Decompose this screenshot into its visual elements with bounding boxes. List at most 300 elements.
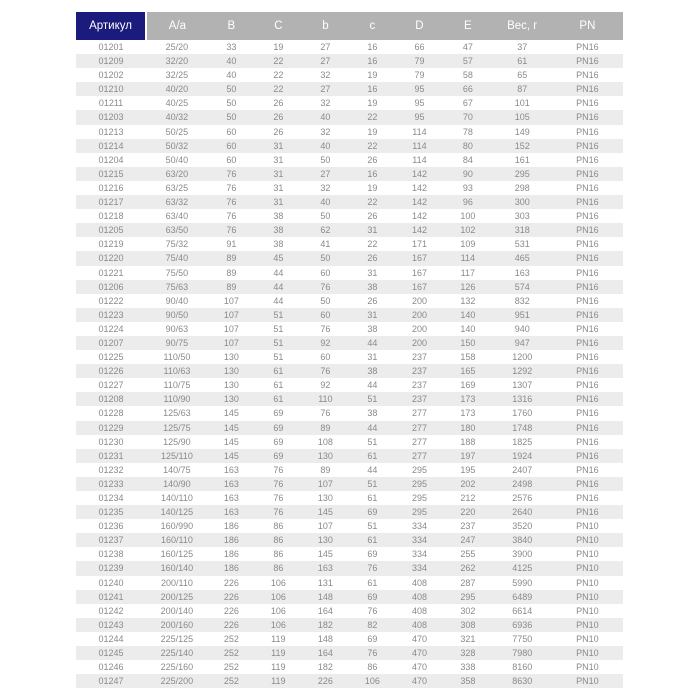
table-cell: 142 [411, 225, 427, 236]
table-row [76, 505, 623, 519]
table-row [76, 195, 623, 209]
table-cell: 01243 [98, 619, 124, 630]
table-row [76, 378, 623, 392]
table-cell: 145 [223, 436, 239, 447]
table-cell: 27 [320, 168, 331, 179]
table-cell: 44 [273, 295, 284, 306]
table-cell: 125/75 [163, 422, 191, 433]
table-cell: PN10 [576, 591, 599, 602]
table-cell: 200 [411, 309, 427, 320]
table-cell: 76 [226, 182, 237, 193]
table-cell: 130 [223, 366, 239, 377]
table-cell: 186 [223, 549, 239, 560]
table-cell: 130 [223, 394, 239, 405]
table-cell: 202 [460, 478, 476, 489]
table-cell: 19 [367, 98, 378, 109]
table-cell: 92 [320, 380, 331, 391]
table-cell: 51 [367, 436, 378, 447]
table-cell: 75/63 [165, 281, 189, 292]
table-cell: 107 [317, 521, 333, 532]
table-cell: 44 [367, 380, 378, 391]
table-cell: 334 [411, 521, 427, 532]
table-row [76, 449, 623, 463]
table-cell: 27 [320, 42, 331, 52]
table-cell: 106 [270, 619, 286, 630]
table-cell: PN16 [576, 98, 599, 109]
table-cell: 01202 [98, 70, 124, 81]
table-cell: 01210 [98, 84, 124, 95]
table-cell: PN16 [576, 42, 599, 52]
table-cell: 295 [514, 168, 530, 179]
table-cell: 148 [317, 591, 333, 602]
table-cell: 110 [318, 394, 333, 405]
table-cell: 60 [320, 309, 331, 320]
table-row [76, 350, 623, 364]
table-cell: 200 [411, 337, 427, 348]
table-cell: 22 [273, 56, 284, 67]
table-cell: 22 [367, 239, 378, 250]
table-cell: PN10 [576, 676, 599, 687]
table-cell: 31 [367, 225, 378, 236]
table-cell: 86 [273, 549, 284, 560]
table-cell: 69 [367, 633, 378, 644]
product-spec-table-container [76, 12, 623, 688]
table-cell: PN16 [576, 154, 599, 165]
table-cell: 31 [273, 182, 284, 193]
table-cell: 277 [411, 408, 427, 419]
table-cell: 131 [317, 577, 333, 588]
table-cell: 145 [223, 450, 239, 461]
table-cell: 334 [411, 563, 427, 574]
table-cell: 50/25 [165, 126, 189, 137]
table-row [76, 96, 623, 110]
table-cell: 50/32 [165, 140, 189, 151]
table-cell: 106 [270, 591, 286, 602]
table-cell: 89 [320, 422, 331, 433]
table-cell: 3520 [512, 521, 533, 532]
table-row [76, 209, 623, 223]
table-cell: 252 [223, 648, 239, 659]
table-cell: 01209 [98, 56, 124, 67]
table-cell: 61 [517, 56, 528, 67]
table-cell: 69 [367, 507, 378, 518]
table-cell: 79 [414, 56, 425, 67]
table-cell: 165 [460, 366, 476, 377]
table-cell: 38 [367, 408, 378, 419]
table-cell: 1748 [512, 422, 533, 433]
table-cell: 27 [320, 84, 331, 95]
table-cell: 100 [460, 211, 476, 222]
table-cell: 295 [411, 478, 427, 489]
table-cell: 2640 [512, 507, 533, 518]
table-cell: 70 [462, 112, 473, 123]
table-row [76, 280, 623, 294]
table-cell: 163 [223, 493, 239, 503]
table-cell: 84 [462, 154, 473, 165]
table-row [76, 421, 623, 435]
table-cell: 01219 [98, 239, 124, 250]
table-cell: PN16 [576, 197, 599, 208]
table-cell: 947 [514, 337, 530, 348]
table-cell: 44 [367, 464, 378, 475]
table-cell: 86 [273, 521, 284, 532]
table-cell: 01239 [98, 563, 124, 574]
table-cell: PN16 [576, 225, 599, 236]
table-cell: 140/125 [160, 507, 194, 518]
table-cell: 8160 [512, 662, 533, 673]
table-cell: 95 [414, 84, 425, 95]
table-cell: 334 [411, 549, 427, 560]
table-cell: 252 [223, 676, 239, 687]
table-row [76, 125, 623, 139]
table-cell: 01232 [98, 464, 124, 475]
table-cell: 130 [317, 450, 333, 461]
table-cell: 26 [367, 295, 378, 306]
table-cell: 76 [226, 225, 237, 236]
table-cell: 60 [226, 154, 237, 165]
table-cell: 50 [320, 211, 331, 222]
table-cell: 277 [411, 422, 427, 433]
table-cell: 76 [273, 507, 284, 518]
table-cell: 338 [460, 662, 476, 673]
table-cell: 01242 [98, 605, 124, 616]
table-cell: 308 [460, 619, 476, 630]
table-row [76, 561, 623, 575]
table-cell: 226 [317, 676, 333, 687]
column-header-4: C [255, 12, 302, 40]
table-cell: 32 [320, 126, 331, 137]
table-cell: 01208 [98, 394, 124, 405]
table-cell: 66 [414, 42, 425, 52]
table-cell: 47 [462, 42, 473, 52]
table-cell: PN10 [576, 521, 599, 532]
table-row [76, 308, 623, 322]
table-row [76, 491, 623, 505]
table-cell: 470 [411, 633, 427, 644]
table-cell: 22 [273, 84, 284, 95]
table-cell: 45 [273, 253, 284, 264]
table-cell: 63/32 [165, 197, 189, 208]
table-cell: PN16 [576, 422, 599, 433]
table-cell: 69 [273, 436, 284, 447]
table-cell: 130 [317, 535, 333, 546]
table-cell: 142 [411, 168, 427, 179]
table-row [76, 632, 623, 646]
table-cell: 145 [317, 507, 333, 518]
table-cell: 90/40 [165, 295, 189, 306]
table-cell: 358 [460, 676, 476, 687]
table-row [76, 251, 623, 265]
table-cell: 57 [462, 56, 473, 67]
table-cell: 318 [514, 225, 530, 236]
table-cell: PN16 [576, 70, 599, 81]
table-cell: 95 [414, 98, 425, 109]
table-cell: 01244 [98, 633, 124, 644]
table-cell: 832 [514, 295, 530, 306]
table-cell: 01225 [98, 352, 124, 363]
table-row [76, 40, 623, 54]
table-cell: 574 [514, 281, 530, 292]
table-row [76, 547, 623, 561]
table-cell: 169 [460, 380, 476, 391]
table-cell: PN16 [576, 182, 599, 193]
table-cell: 01216 [98, 182, 124, 193]
table-cell: PN16 [576, 140, 599, 151]
table-cell: 225/200 [160, 676, 194, 687]
table-cell: 01238 [98, 549, 124, 560]
table-cell: PN16 [576, 507, 599, 518]
table-cell: 63/40 [165, 211, 189, 222]
table-cell: 82 [367, 619, 378, 630]
table-cell: 89 [226, 281, 237, 292]
table-cell: 27 [320, 56, 331, 67]
table-cell: 132 [460, 295, 476, 306]
table-cell: 61 [367, 493, 378, 503]
table-cell: 130 [223, 380, 239, 391]
table-cell: 125/63 [163, 408, 191, 419]
table-cell: 50 [320, 295, 331, 306]
table-cell: PN16 [576, 337, 599, 348]
table-cell: PN10 [576, 549, 599, 560]
table-row [76, 167, 623, 181]
table-cell: 60 [320, 267, 331, 278]
table-cell: 86 [273, 563, 284, 574]
table-cell: 252 [223, 633, 239, 644]
table-row [76, 590, 623, 604]
table-cell: 38 [367, 281, 378, 292]
table-cell: 32 [320, 70, 331, 81]
table-cell: 26 [367, 253, 378, 264]
column-header-8: E [443, 12, 493, 40]
table-cell: 295 [411, 464, 427, 475]
table-cell: 321 [460, 633, 476, 644]
table-cell: 200 [411, 323, 427, 334]
table-cell: PN16 [576, 394, 599, 405]
table-cell: 89 [226, 253, 237, 264]
table-cell: PN16 [576, 450, 599, 461]
table-row [76, 533, 623, 547]
table-row [76, 519, 623, 533]
table-cell: 61 [367, 535, 378, 546]
table-row [76, 294, 623, 308]
table-cell: 940 [514, 323, 530, 334]
table-cell: 255 [460, 549, 476, 560]
table-cell: 01237 [98, 535, 124, 546]
table-row [76, 392, 623, 406]
table-cell: 76 [367, 648, 378, 659]
table-cell: 152 [514, 140, 530, 151]
table-cell: 114 [412, 140, 427, 151]
table-cell: 277 [411, 450, 427, 461]
table-cell: PN10 [576, 577, 599, 588]
table-cell: 01222 [98, 295, 124, 306]
table-cell: 171 [411, 239, 427, 250]
table-cell: 186 [223, 563, 239, 574]
table-cell: PN16 [576, 380, 599, 391]
table-cell: 41 [320, 239, 331, 250]
table-cell: 7750 [512, 633, 533, 644]
table-cell: 31 [367, 267, 378, 278]
table-cell: 01214 [98, 140, 124, 151]
table-row [76, 336, 623, 350]
table-cell: 408 [411, 605, 427, 616]
table-cell: 6614 [512, 605, 533, 616]
table-cell: 114 [460, 253, 476, 264]
table-cell: 60 [226, 126, 237, 137]
table-row [76, 223, 623, 237]
table-cell: 31 [273, 197, 284, 208]
table-cell: 01241 [98, 591, 124, 602]
table-cell: 19 [367, 182, 378, 193]
table-cell: 237 [411, 352, 427, 363]
table-cell: 225/160 [160, 662, 194, 673]
table-cell: 16 [367, 56, 378, 67]
table-cell: 50 [226, 112, 237, 123]
table-cell: 40 [320, 112, 331, 123]
table-cell: 119 [271, 662, 286, 673]
table-cell: 200/125 [160, 591, 194, 602]
table-cell: 158 [460, 352, 476, 363]
table-cell: PN16 [576, 211, 599, 222]
table-cell: 76 [226, 211, 237, 222]
table-cell: 226 [223, 577, 239, 588]
table-cell: 167 [411, 253, 427, 264]
column-header-6: c [349, 12, 396, 40]
table-row [76, 660, 623, 674]
table-cell: 237 [460, 521, 476, 532]
table-cell: 96 [462, 197, 473, 208]
table-cell: 16 [367, 168, 378, 179]
table-cell: 226 [223, 605, 239, 616]
table-cell: 173 [460, 408, 476, 419]
table-cell: 19 [273, 42, 284, 52]
table-cell: 76 [273, 493, 284, 503]
column-header-5: b [302, 12, 349, 40]
column-header-7: D [396, 12, 443, 40]
table-cell: 62 [320, 225, 331, 236]
table-cell: 16 [367, 42, 378, 52]
table-cell: 470 [411, 676, 427, 687]
table-cell: 78 [462, 126, 473, 137]
table-cell: 6489 [512, 591, 533, 602]
table-cell: 470 [411, 662, 427, 673]
table-cell: 31 [367, 352, 378, 363]
table-cell: 01227 [98, 380, 124, 391]
table-cell: 51 [367, 394, 378, 405]
table-cell: 79 [414, 70, 425, 81]
column-header-9: Вес, г [493, 12, 552, 40]
table-cell: 287 [460, 577, 476, 588]
table-row [76, 181, 623, 195]
table-cell: 237 [411, 380, 427, 391]
table-cell: 51 [273, 323, 284, 334]
table-row [76, 54, 623, 68]
table-cell: 142 [411, 197, 427, 208]
table-cell: 126 [460, 281, 476, 292]
table-header-row [76, 12, 623, 40]
table-row [76, 153, 623, 167]
table-cell: 40/32 [165, 112, 189, 123]
table-cell: 212 [460, 493, 476, 503]
table-cell: PN10 [576, 662, 599, 673]
table-row [76, 576, 623, 590]
table-cell: 01231 [98, 450, 124, 461]
table-cell: 160/140 [160, 563, 194, 574]
table-cell: 58 [462, 70, 473, 81]
table-row [76, 237, 623, 251]
table-cell: 63/50 [165, 225, 189, 236]
table-cell: 01218 [98, 211, 124, 222]
table-row [76, 68, 623, 82]
table-cell: 40 [320, 197, 331, 208]
table-cell: 01217 [98, 197, 124, 208]
table-cell: 160/110 [160, 535, 193, 546]
table-cell: 262 [460, 563, 476, 574]
table-row [76, 266, 623, 280]
table-cell: 69 [367, 591, 378, 602]
table-cell: 6936 [512, 619, 533, 630]
table-cell: 51 [273, 352, 284, 363]
table-cell: PN16 [576, 295, 599, 306]
table-cell: 531 [514, 239, 530, 250]
table-cell: 38 [367, 323, 378, 334]
table-cell: 69 [273, 422, 284, 433]
table-cell: 188 [460, 436, 476, 447]
table-cell: 142 [411, 211, 427, 222]
table-row [76, 435, 623, 449]
table-cell: 8630 [512, 676, 533, 687]
table-row [76, 646, 623, 660]
table-cell: 140 [460, 309, 476, 320]
table-cell: 76 [273, 478, 284, 489]
table-cell: 01221 [98, 267, 124, 278]
table-cell: 65 [517, 70, 528, 81]
table-cell: 01224 [98, 323, 124, 334]
table-cell: 44 [273, 281, 284, 292]
table-cell: 50 [320, 154, 331, 165]
table-cell: PN16 [576, 309, 599, 320]
table-cell: 7980 [512, 648, 533, 659]
table-cell: 50/40 [165, 154, 189, 165]
table-cell: 40 [320, 140, 331, 151]
table-cell: 19 [367, 70, 378, 81]
table-cell: 2407 [512, 464, 533, 475]
table-cell: PN10 [576, 633, 599, 644]
table-cell: PN16 [576, 352, 599, 363]
table-cell: 2576 [512, 493, 533, 503]
table-cell: 60 [320, 352, 331, 363]
table-cell: 31 [273, 168, 284, 179]
table-cell: 200/140 [160, 605, 194, 616]
table-cell: 32/20 [165, 56, 189, 67]
table-cell: 22 [273, 70, 284, 81]
table-cell: PN16 [576, 366, 599, 377]
table-cell: 87 [517, 84, 528, 95]
table-cell: 160/125 [160, 549, 194, 560]
table-row [76, 364, 623, 378]
table-cell: 76 [320, 281, 331, 292]
table-cell: 161 [514, 154, 530, 165]
column-header-2: A/a [146, 12, 208, 40]
table-cell: 32 [320, 98, 331, 109]
table-cell: PN16 [576, 323, 599, 334]
table-cell: 107 [223, 309, 239, 320]
table-cell: 75/32 [165, 239, 189, 250]
table-cell: 197 [460, 450, 476, 461]
table-row [76, 322, 623, 336]
table-cell: 89 [226, 267, 237, 278]
table-cell: 145 [223, 408, 239, 419]
